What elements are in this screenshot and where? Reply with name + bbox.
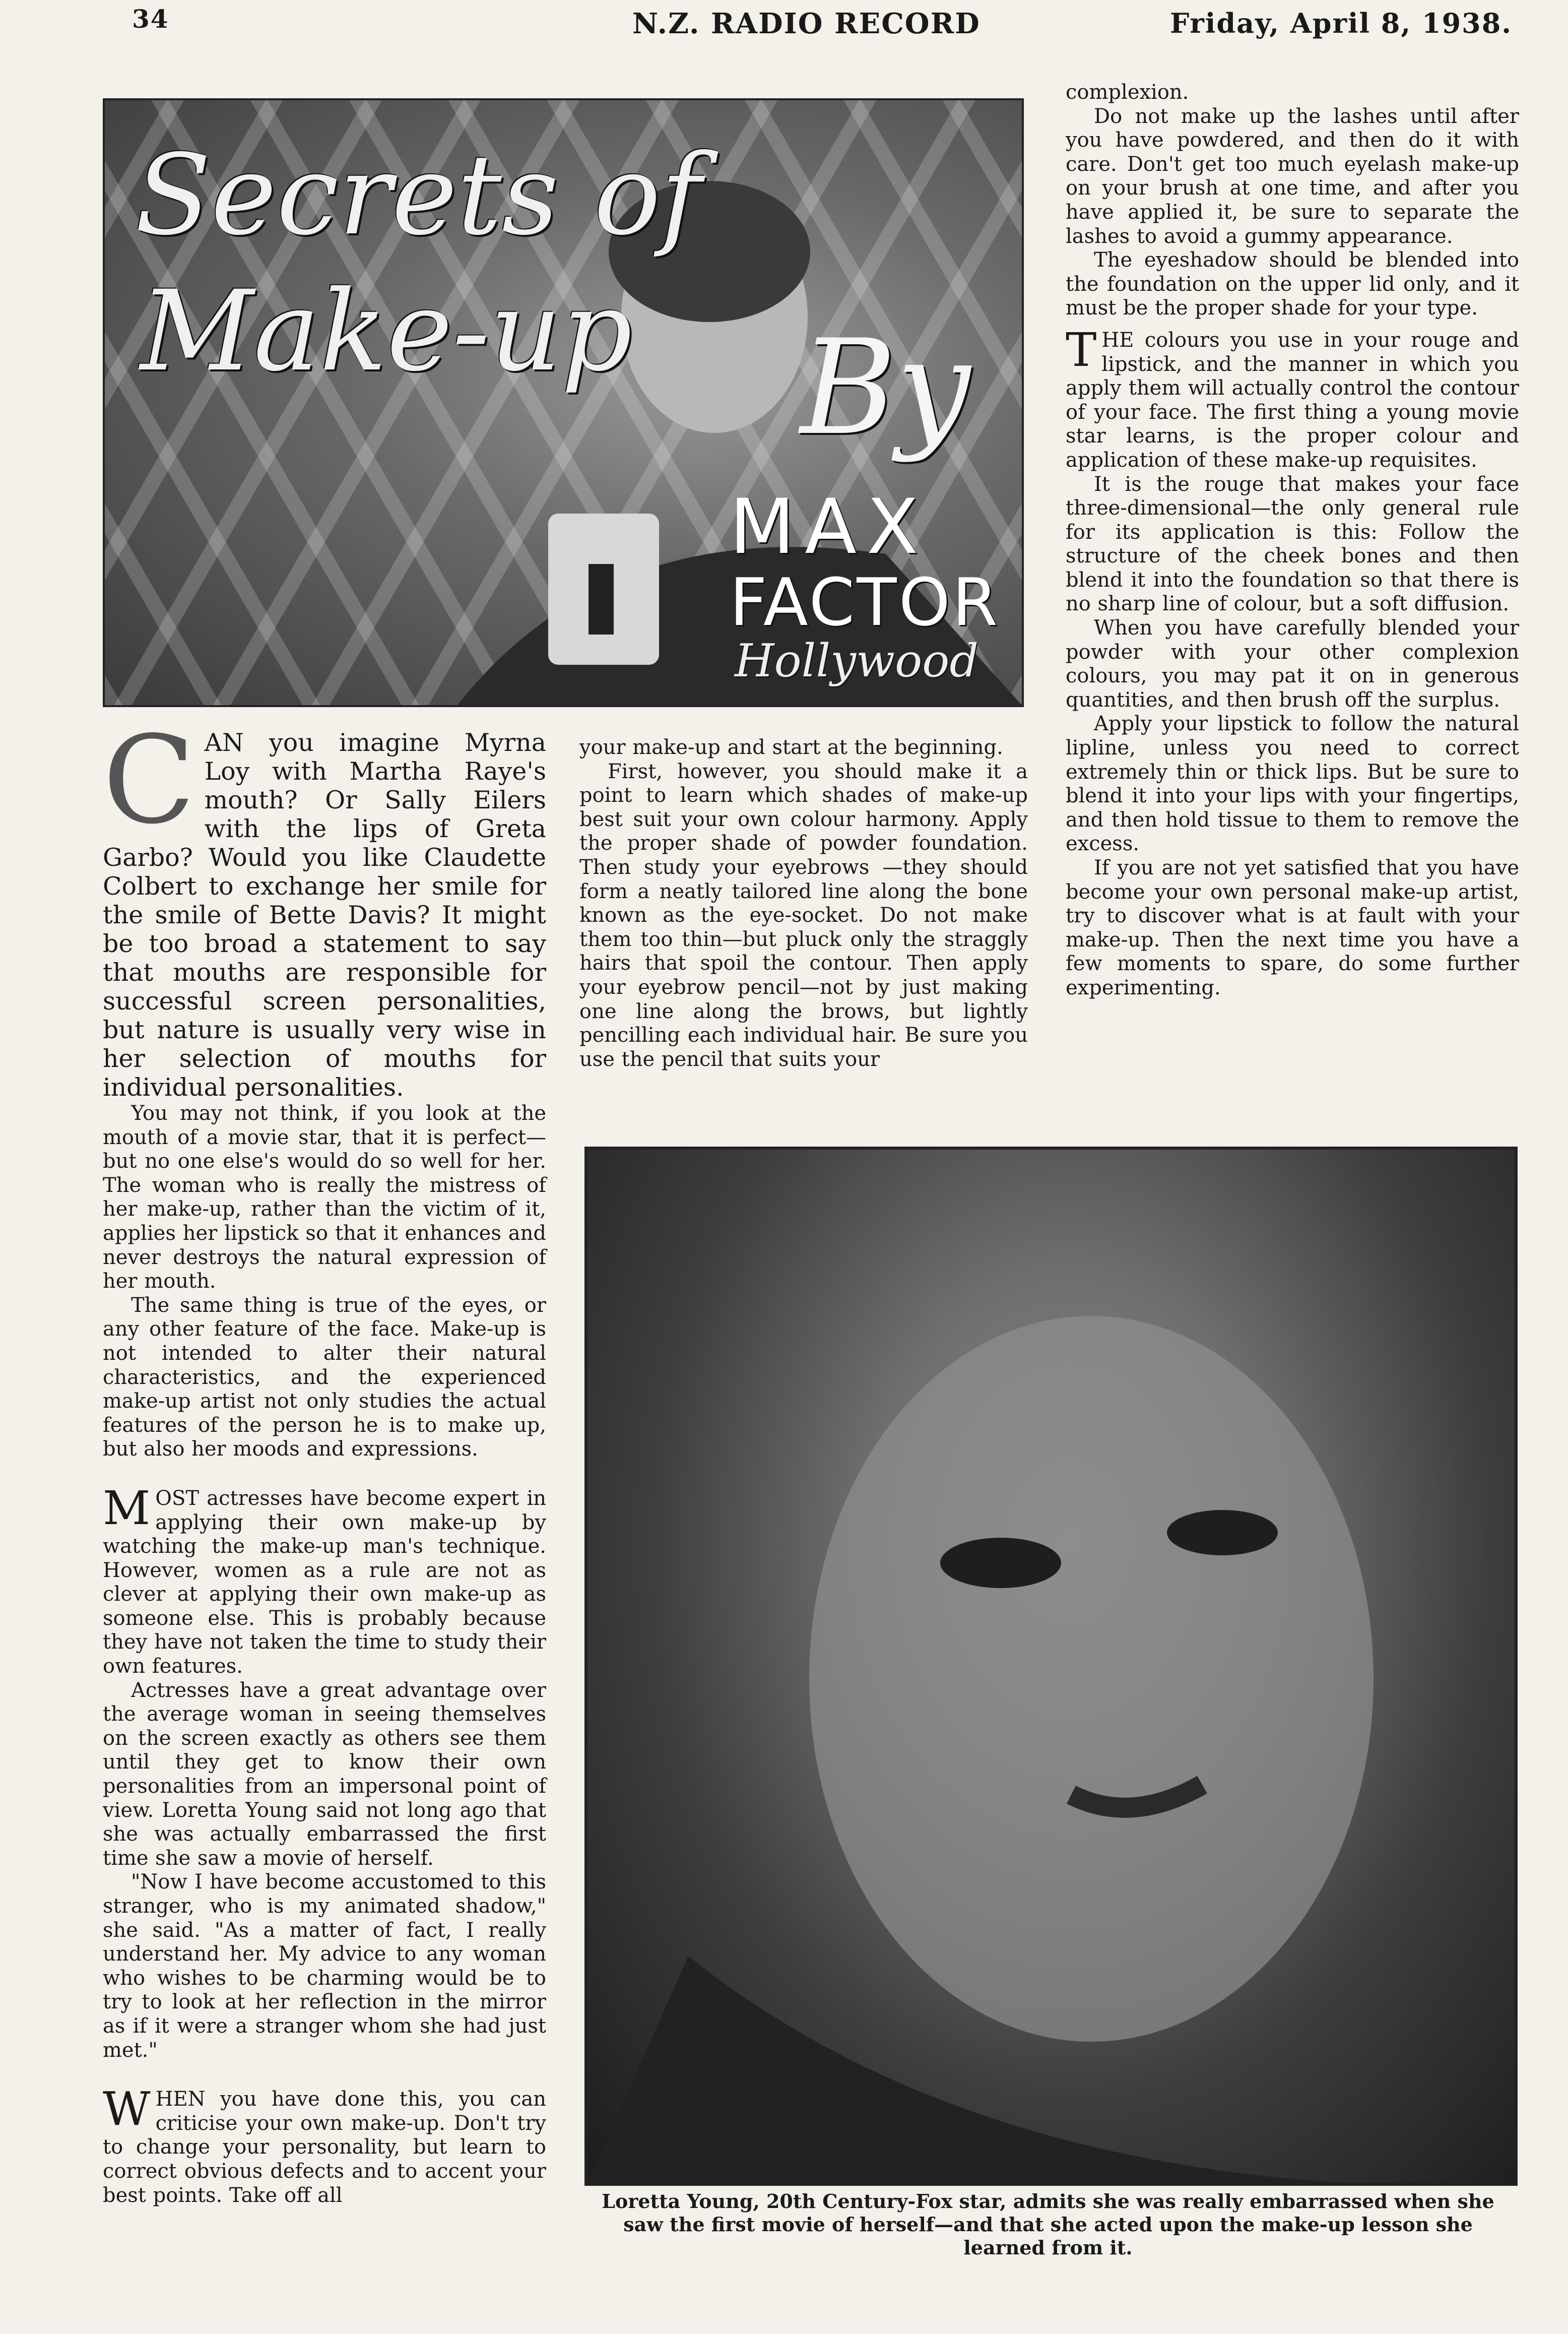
col1-paragraph-4-text: OST actresses have become expert in applying their own make-up by watching the make-up man's technique. However, women as a rule are not as clever at applying their own make-up as someone else. This is probably because they have not taken the time to study their own features. [103, 1486, 546, 1678]
col1-paragraph-1 [103, 710, 546, 1102]
headline-title-line2: Make-up [140, 267, 632, 396]
col1-paragraph-7 [103, 2082, 546, 2207]
col2-paragraph-2: First, however, you should make it a point to learn which shades of make-up best suit your own colour harmony. Apply the proper shade of powder foundation. Then study your eyebrows —they should form a neatly tailored line along the bone known as the eye-socket. Do not make them too thin—but pluck only the straggly hairs that spoil the contour. Then apply your eyebrow pencil—not by just making one line along the brows, but lightly pencilling each individual hair. Be sure you use the pencil that suits your [579, 760, 1028, 1071]
col3-paragraph-8: If you are not yet satisfied that you have become your own personal make-up artist, try to discover what is at fault with your make-up. Then the next time you have a few moments to spare, do some further experimenting. [1066, 856, 1519, 999]
col3-dropcap: T [1066, 323, 1097, 377]
photo-caption: Loretta Young, 20th Century-Fox star, admits she was really embarrassed when she saw the first movie of herself—and that she acted upon the make-up lesson she learned from it. [602, 2190, 1494, 2259]
col1-paragraph-4 [103, 1481, 546, 1679]
portrait-photo-illustration [587, 1150, 1515, 2183]
article-column-1 [103, 710, 546, 2207]
col3-paragraph-4 [1066, 323, 1519, 473]
byline-author-line2: FACTOR [730, 564, 1000, 641]
page-number: 34 [132, 4, 169, 34]
col3-paragraph-1: complexion. [1066, 81, 1189, 104]
headline-title-line1: Secrets of [135, 131, 702, 260]
col2-paragraph-1: your make-up and start at the beginning. [579, 736, 1003, 759]
col3-paragraph-6: When you have carefully blended your powder with your other complexion colours, you may pat it on in generous quantities, and then brush off the surplus. [1066, 616, 1519, 712]
col1-paragraph-3: The same thing is true of the eyes, or any other feature of the face. Make-up is not intended to alter their natural characteristics, and the experienced make-up artist not only studies the actual features of the person he is to make up, but also her moods and expressions. [103, 1293, 546, 1461]
issue-date: Friday, April 8, 1938. [1170, 7, 1513, 39]
byline-by: By [800, 312, 970, 464]
article-column-3 [1066, 81, 1519, 1000]
col3-paragraph-7: Apply your lipstick to follow the natural lipline, unless you need to correct extremely thin or thick lips. But be sure to blend it into your lips with your fingertips, and then hold tissue to them to remove the excess. [1066, 712, 1519, 856]
col3-paragraph-4-text: HE colours you use in your rouge and lipstick, and the manner in which you apply them will actually control the contour of your face. The first thing a young movie star learns, is the proper colour and application of these make-up requisites. [1066, 328, 1519, 472]
col1-paragraph-5: Actresses have a great advantage over the average woman in seeing themselves on the screen exactly as others see them until they get to know their own personalities from an impersonal point of view. Loretta Young said not long ago that she was actually embarrassed the first time she saw a movie of herself. [103, 1678, 546, 1870]
col1-paragraph-2: You may not think, if you look at the mouth of a movie star, that it is perfect—but no one else's would do so well for her. The woman who is really the mistress of her make-up, rather than the victim of it, applies her lipstick so that it enhances and never destroys the natural expression of her mouth. [103, 1102, 546, 1293]
col1-paragraph-7-text: HEN you have done this, you can criticise your own make-up. Don't try to change your personality, but learn to correct obvious defects and to accent your best points. Take off all [103, 2088, 546, 2207]
col1-paragraph-6: "Now I have become accustomed to this stranger, who is my animated shadow," she said. "As a matter of fact, I really understand her. My advice to any woman who wishes to be charming would be to try to look at her reflection in the mirror as if it were a stranger whom she had just met." [103, 1870, 546, 2062]
loretta-young-photo [584, 1147, 1518, 2186]
col1-dropcap-w: W [103, 2082, 151, 2136]
byline-author-line3: Hollywood [735, 635, 979, 687]
col1-dropcap: C [103, 710, 195, 851]
col3-paragraph-3: The eyeshadow should be blended into the foundation on the upper lid only, and it must be the proper shade for your type. [1066, 248, 1519, 320]
article-column-2 [579, 736, 1028, 1071]
col1-dropcap-m: M [103, 1481, 151, 1535]
byline-author-line1: MAX [730, 483, 929, 571]
col1-paragraph-1-text: AN you imagine Myrna Loy with Martha Raye's mouth? Or Sally Eilers with the lips of Greta Garbo? Would you like Claudette Colbert to exchange her smile for the smile of Bette Davis? It might be too broad a statement to say that mouths are responsible for successful screen personalities, but nature is usually very wise in her selection of mouths for individual personalities. [103, 728, 546, 1102]
publication-title: N.Z. RADIO RECORD [632, 7, 981, 40]
col3-paragraph-2: Do not make up the lashes until after you have powdered, and then do it with care. Don't get too much eyelash make-up on your brush at one time, and after you have applied it, be sure to separate the lashes to avoid a gummy appearance. [1066, 104, 1519, 248]
headline-artwork [103, 98, 1024, 707]
col3-paragraph-5: It is the rouge that makes your face three-dimensional—the only general rule for its application is this: Follow the structure of the cheek bones and then blend it into the foundation so that there is no sharp line of colour, but a soft diffusion. [1066, 472, 1519, 616]
